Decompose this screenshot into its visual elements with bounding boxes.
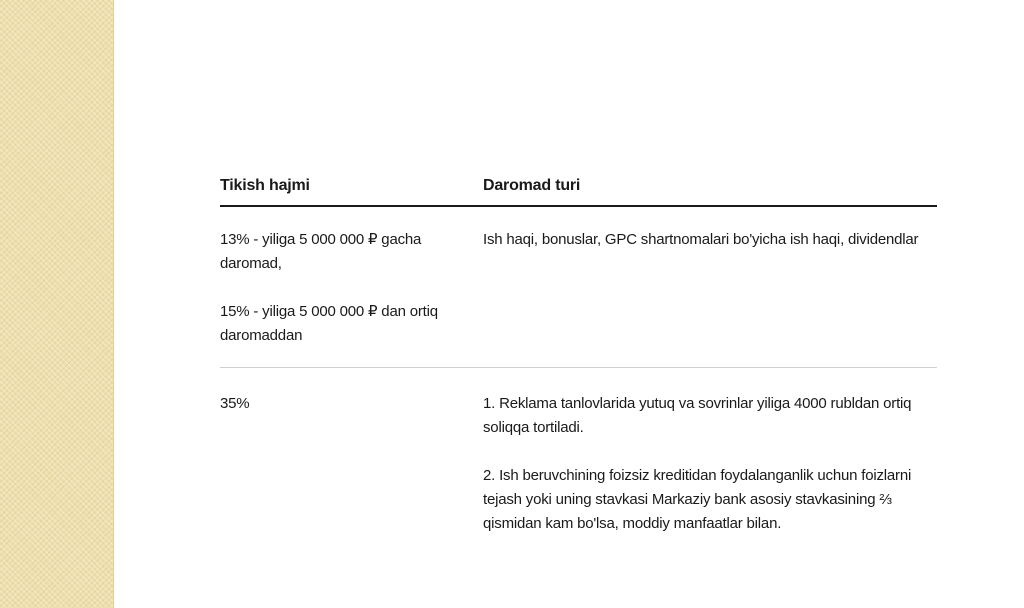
table-row-2-rate xyxy=(220,392,465,416)
rate-line-35: 35% xyxy=(220,395,250,412)
table-row-2-income xyxy=(483,392,923,536)
income-line-prizes: 1. Reklama tanlovlarida yutuq va sovrinlar yiliga 4000 rubldan ortiq soliqqa tortiladi. xyxy=(483,395,912,436)
rate-line-13: 13% - yiliga 5 000 000 ₽ gacha daromad, xyxy=(220,231,422,272)
income-line-material-benefit: 2. Ish beruvchining foizsiz kreditidan foydalanganlik uchun foizlarni tejash yoki uning stavkasi Markaziy bank asosiy stavkasining ⅔ qismidan kam bo'lsa, moddiy manfaatlar bilan. xyxy=(483,467,912,532)
decorative-side-stripe xyxy=(0,0,114,608)
header-rate: Tikish hajmi xyxy=(220,177,310,194)
rate-line-15: 15% - yiliga 5 000 000 ₽ dan ortiq daromaddan xyxy=(220,303,438,344)
row-divider xyxy=(220,367,937,368)
header-income-type: Daromad turi xyxy=(483,177,581,194)
income-line-salary: Ish haqi, bonuslar, GPC shartnomalari bo'yicha ish haqi, dividendlar xyxy=(483,231,919,248)
table-row-1-rate xyxy=(220,228,465,348)
table-header-row xyxy=(220,175,937,207)
table-row-1-income xyxy=(483,228,923,252)
